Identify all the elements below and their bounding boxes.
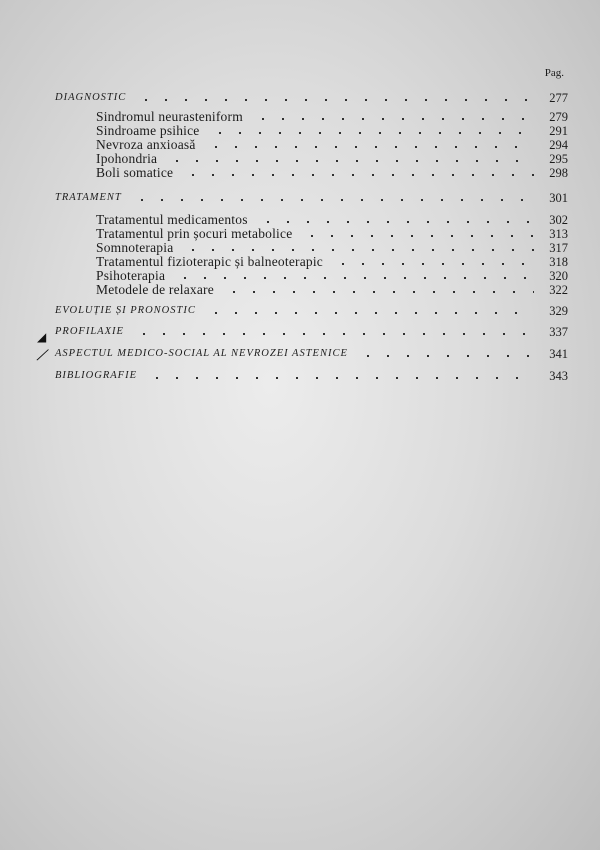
dot-leader — [183, 249, 534, 251]
toc-entry-title: Nevroza anxioasă — [96, 137, 196, 152]
toc-entry-page-number: 337 — [549, 325, 568, 339]
toc-entry-title: BIBLIOGRAFIE — [55, 370, 137, 381]
toc-entry — [0, 165, 600, 181]
toc-entry-page-number: 317 — [549, 241, 568, 255]
page-column-header: Pag. — [544, 67, 564, 79]
toc-entry-page-number: 341 — [549, 347, 568, 361]
dot-leader — [358, 355, 534, 357]
dot-leader — [132, 199, 534, 201]
toc-entry — [0, 282, 600, 298]
toc-entry-title: EVOLUȚIE ȘI PRONOSTIC — [55, 305, 196, 316]
toc-entry-page-number: 291 — [549, 124, 568, 138]
dot-leader — [136, 99, 534, 101]
toc-entry-page-number: 329 — [549, 304, 568, 318]
toc-entry-page-number: 298 — [549, 166, 568, 180]
dot-leader — [258, 221, 534, 223]
toc-entry-title: Ipohondria — [96, 151, 158, 166]
dot-leader — [206, 146, 534, 148]
dot-leader — [175, 277, 534, 279]
toc-entry-page-number: 294 — [549, 138, 568, 152]
toc-entry-page-number: 302 — [549, 213, 568, 227]
toc-entry-page-number: 320 — [549, 269, 568, 283]
toc-entry-title: Tratamentul prin șocuri metabolice — [96, 226, 293, 241]
handwritten-tick-mark: ╱ — [36, 347, 49, 363]
toc-entry-title: Somnoterapia — [96, 240, 174, 255]
dot-leader — [224, 291, 534, 293]
toc-entry-page-number: 301 — [549, 191, 568, 205]
toc-entry-page-number: 318 — [549, 255, 568, 269]
toc-entry-page-number: 295 — [549, 152, 568, 166]
toc-entry-title: TRATAMENT — [55, 192, 122, 203]
handwritten-check-mark: ◢ — [37, 330, 47, 344]
toc-entry-title: Boli somatice — [96, 165, 174, 180]
dot-leader — [302, 235, 534, 237]
toc-entry-title: ASPECTUL MEDICO-SOCIAL AL NEVROZEI ASTENICE — [55, 348, 348, 359]
toc-entry-page-number: 343 — [549, 369, 568, 383]
toc-entry-title: Metodele de relaxare — [96, 282, 214, 297]
toc-entry — [0, 346, 600, 362]
toc-entry-title: Sindroame psihice — [96, 123, 200, 138]
dot-leader — [206, 312, 534, 314]
toc-entry — [0, 303, 600, 319]
toc-entry-page-number: 279 — [549, 110, 568, 124]
toc-entry — [0, 368, 600, 384]
toc-entry-page-number: 322 — [549, 283, 568, 297]
toc-entry-page-number: 313 — [549, 227, 568, 241]
dot-leader — [134, 333, 534, 335]
toc-entry-title: Sindromul neurasteniform — [96, 109, 243, 124]
dot-leader — [147, 377, 534, 379]
dot-leader — [333, 263, 534, 265]
dot-leader — [183, 174, 534, 176]
dot-leader — [253, 118, 534, 120]
toc-entry — [0, 90, 600, 106]
toc-entry-title: Tratamentul fizioterapic și balneoterapic — [96, 254, 323, 269]
toc-entry-title: Tratamentul medicamentos — [96, 212, 248, 227]
toc-entry-page-number: 277 — [549, 91, 568, 105]
toc-entry — [0, 190, 600, 206]
dot-leader — [167, 160, 534, 162]
toc-entry-title: DIAGNOSTIC — [55, 92, 127, 103]
dot-leader — [210, 132, 534, 134]
toc-entry-title: PROFILAXIE — [55, 326, 124, 337]
toc-entry — [0, 324, 600, 340]
toc-entry-title: Psihoterapia — [96, 268, 166, 283]
